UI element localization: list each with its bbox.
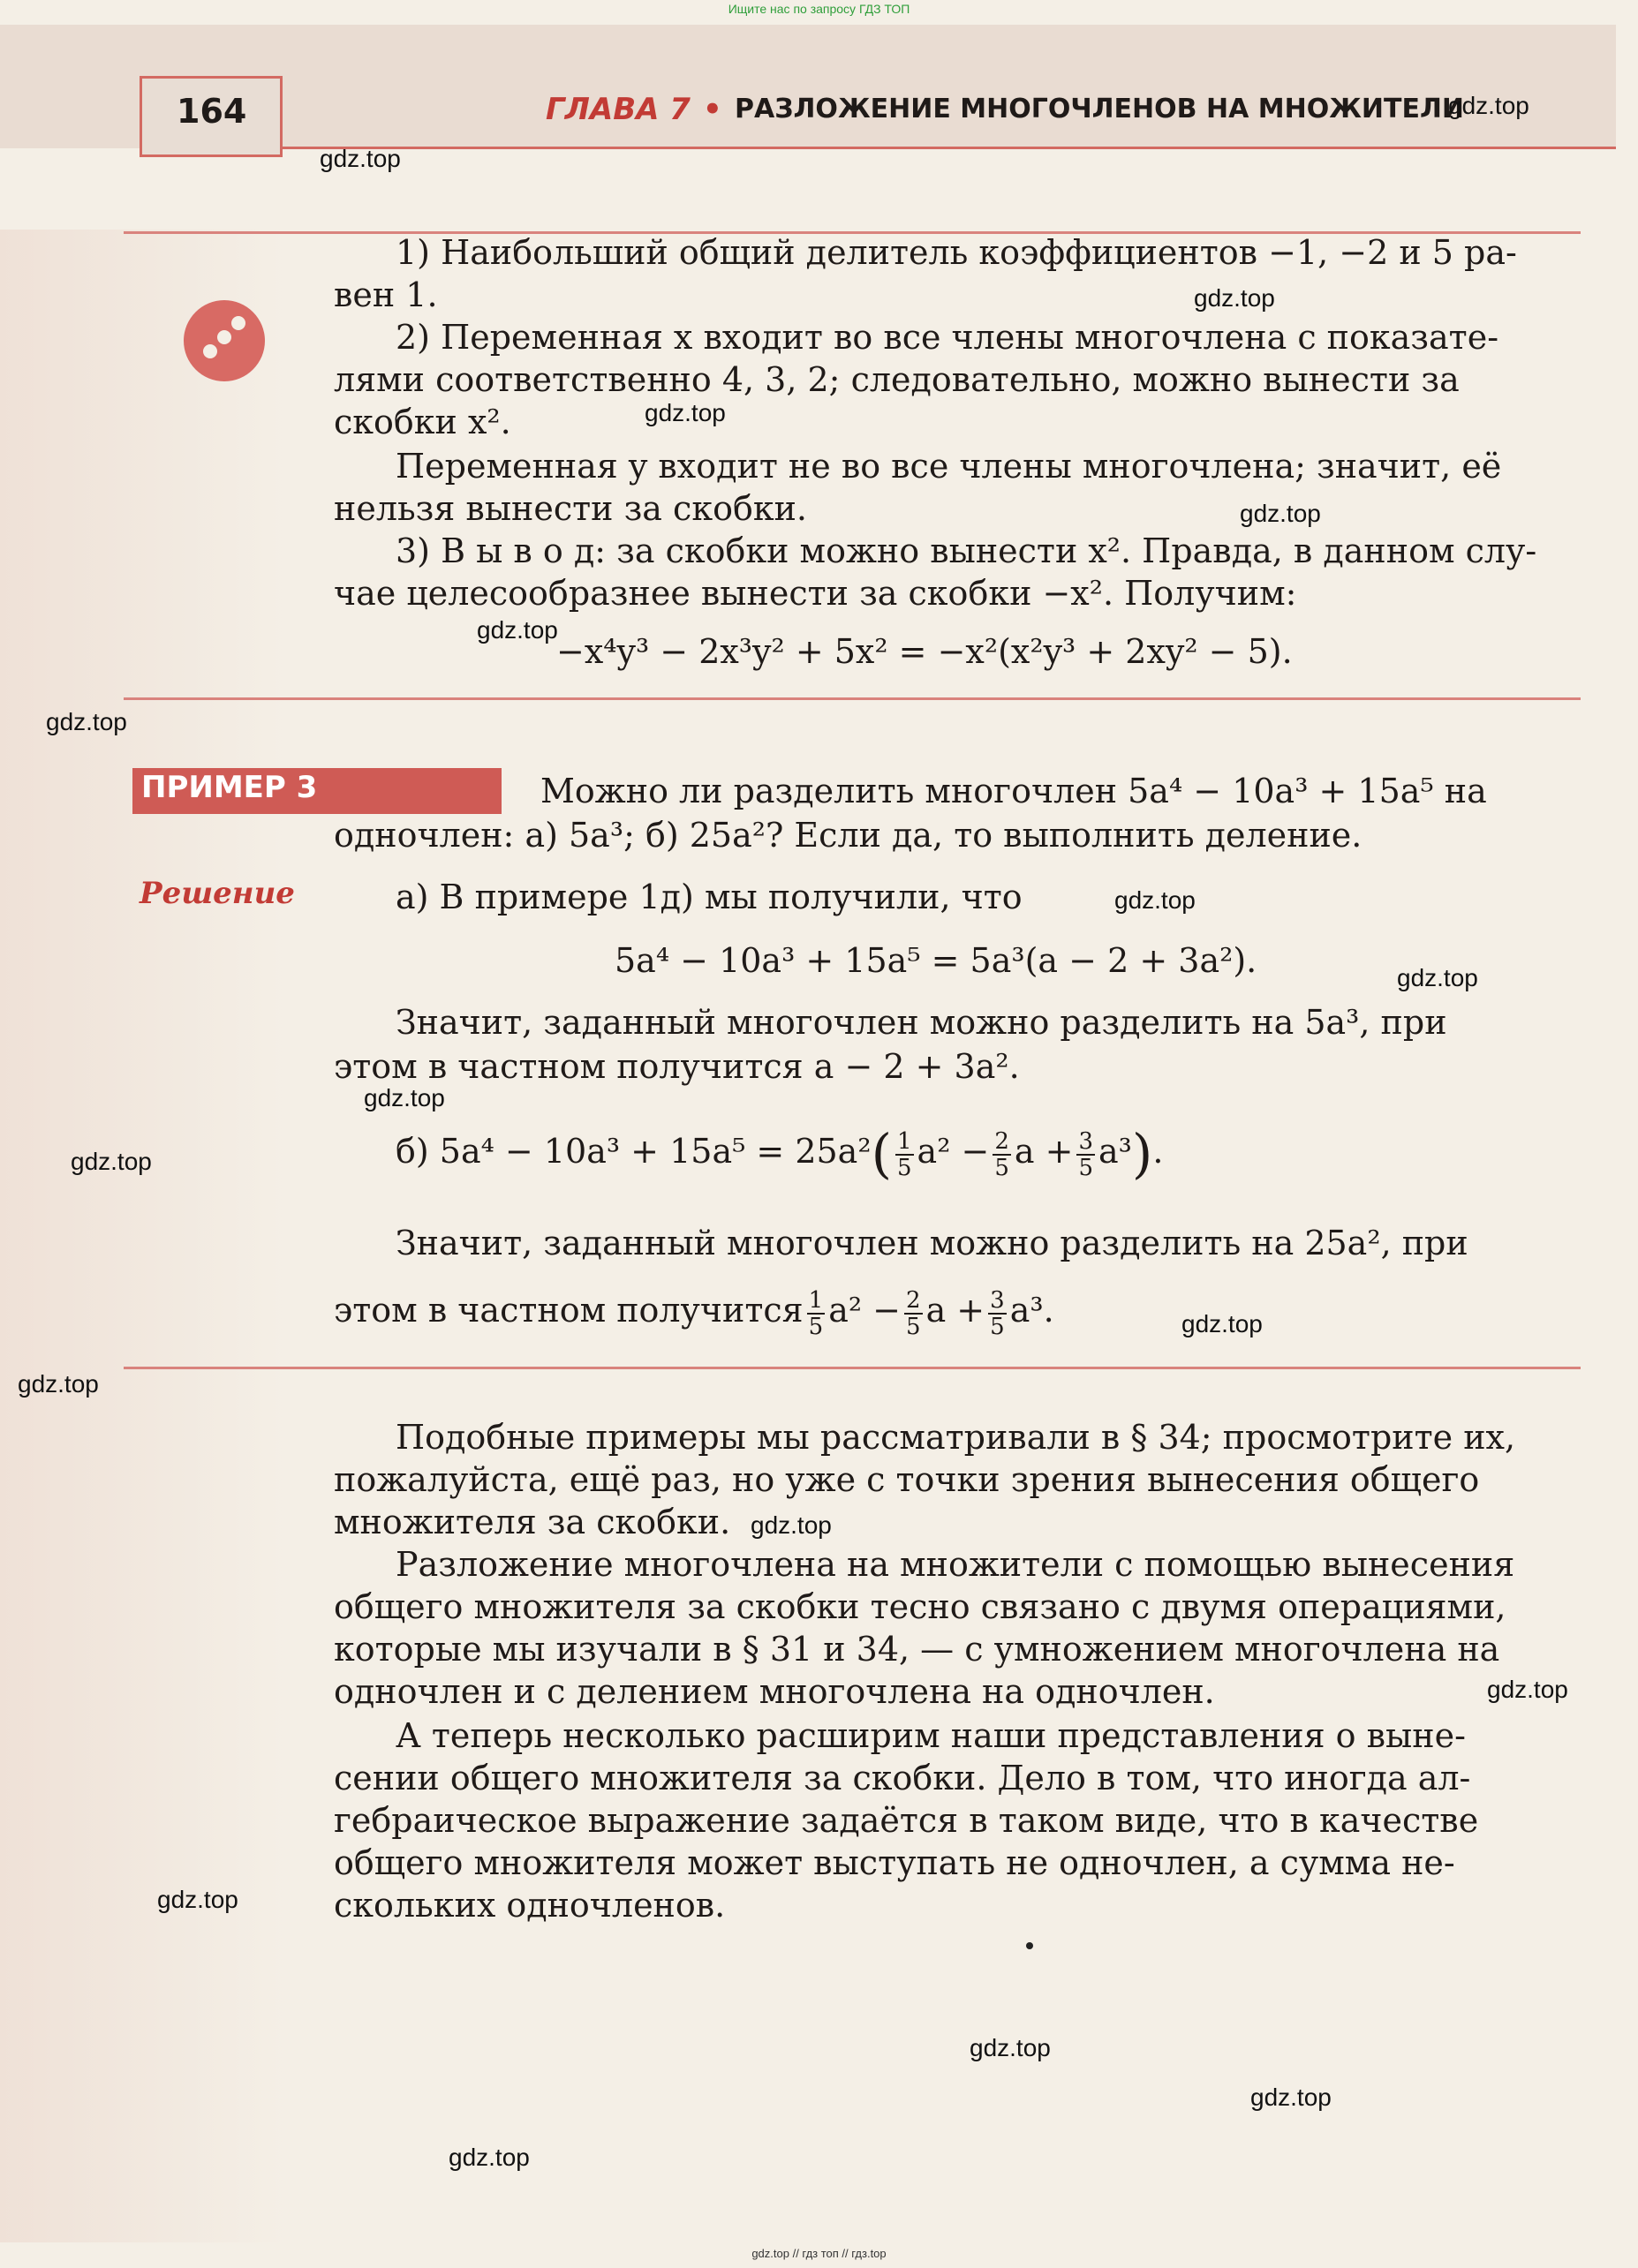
body-line-8: А теперь несколько расширим наши представления о выне-	[396, 1716, 1466, 1755]
box1-line-4: лями соответственно 4, 3, 2; следовательно, можно вынести за	[334, 360, 1460, 399]
watermark: gdz.top	[1487, 1676, 1568, 1703]
body-line-10: гебраическое выражение задаётся в таком виде, что в качестве	[334, 1801, 1479, 1840]
example-problem-1: Можно ли разделить многочлен 5a⁴ − 10a³ + 15a⁵ на	[540, 772, 1487, 810]
box1-line-2: вен 1.	[334, 275, 438, 314]
box1-line-1: 1) Наибольший общий делитель коэффициентов −1, −2 и 5 ра-	[396, 233, 1517, 272]
margin-strip	[0, 230, 287, 2242]
box1-formula: −x⁴y³ − 2x³y² + 5x² = −x²(x²y³ + 2xy² − 5).	[556, 632, 1293, 671]
body-line-2: пожалуйста, ещё раз, но уже с точки зрения вынесения общего	[334, 1460, 1480, 1499]
watermark: gdz.top	[1397, 964, 1478, 991]
watermark: gdz.top	[449, 2144, 530, 2171]
fraction-1-5: $\frac{1}{5}$	[897, 1127, 912, 1181]
solution-a-conclusion-2: этом в частном получится a − 2 + 3a².	[334, 1047, 1020, 1086]
left-paren: (	[871, 1123, 892, 1186]
watermark: gdz.top	[71, 1148, 152, 1175]
solution-a-intro: а) В примере 1д) мы получили, что	[396, 878, 1023, 916]
watermark: gdz.top	[1194, 284, 1275, 312]
b-conc2-prefix: этом в частном получится	[334, 1291, 804, 1330]
b-term-1: a² −	[917, 1132, 990, 1171]
example-problem-2: одночлен: а) 5a³; б) 25a²? Если да, то выполнить деление.	[334, 816, 1362, 855]
solution-a-formula: 5a⁴ − 10a³ + 15a⁵ = 5a³(a − 2 + 3a²).	[615, 941, 1257, 980]
solution-label: Решение	[140, 876, 295, 911]
watermark: gdz.top	[320, 145, 401, 172]
watermark: gdz.top	[1114, 886, 1196, 914]
watermark: gdz.top	[157, 1886, 238, 1913]
solution-b-conclusion-1: Значит, заданный многочлен можно разделить на 25a², при	[396, 1224, 1468, 1262]
b-term-3: a³	[1098, 1132, 1132, 1171]
solution-a-conclusion-1: Значит, заданный многочлен можно разделить на 5a³, при	[396, 1003, 1447, 1042]
q-term-1: a² −	[828, 1291, 902, 1330]
q-term-3: a³.	[1009, 1291, 1054, 1330]
fraction-2-5: $\frac{2}{5}$	[994, 1127, 1009, 1181]
body-line-9: сении общего множителя за скобки. Дело в том, что иногда ал-	[334, 1759, 1471, 1797]
watermark: gdz.top	[364, 1084, 445, 1111]
box1-line-6: Переменная y входит не во все члены многочлена; значит, её	[396, 447, 1502, 486]
b-prefix: б) 5a⁴ − 10a³ + 15a⁵ = 25a²	[396, 1132, 872, 1171]
box1-line-3: 2) Переменная x входит во все члены многочлена с показате-	[396, 318, 1499, 357]
box1-line-7: нельзя вынести за скобки.	[334, 489, 807, 528]
chapter-bullet: •	[703, 92, 722, 127]
watermark: gdz.top	[18, 1370, 99, 1398]
page-number: 164	[177, 92, 247, 131]
body-line-6: которые мы изучали в § 31 и 34, — с умножением многочлена на	[334, 1630, 1500, 1669]
thinking-icon	[184, 300, 265, 381]
fraction-3-5: $\frac{3}{5}$	[1078, 1127, 1094, 1181]
chapter-label: ГЛАВА 7	[546, 92, 691, 127]
watermark: gdz.top	[1240, 500, 1321, 527]
top-note: Ищите нас по запросу ГДЗ ТОП	[728, 2, 910, 16]
quotient-fraction-2-5: $\frac{2}{5}$	[906, 1286, 921, 1340]
box1-bottom-rule	[124, 697, 1581, 700]
body-line-12: скольких одночленов.	[334, 1886, 726, 1925]
watermark: gdz.top	[1448, 92, 1529, 119]
bottom-note: gdz.top // гдз топ // гдз.top	[751, 2247, 887, 2260]
body-line-7: одночлен и с делением многочлена на одночлен.	[334, 1672, 1215, 1711]
watermark: gdz.top	[751, 1511, 832, 1539]
chapter-title: РАЗЛОЖЕНИЕ МНОГОЧЛЕНОВ НА МНОЖИТЕЛИ	[735, 94, 1465, 124]
body-line-3: множителя за скобки.	[334, 1503, 731, 1541]
watermark: gdz.top	[1250, 2083, 1332, 2111]
example-label: ПРИМЕР 3	[141, 770, 318, 805]
body-line-1: Подобные примеры мы рассматривали в § 34; просмотрите их,	[396, 1418, 1516, 1457]
b-suffix: .	[1152, 1132, 1164, 1171]
watermark: gdz.top	[1181, 1310, 1263, 1337]
q-term-2: a +	[925, 1291, 985, 1330]
b-term-2: a +	[1014, 1132, 1074, 1171]
quotient-fraction-1-5: $\frac{1}{5}$	[808, 1286, 824, 1340]
box1-line-9: чае целесообразнее вынести за скобки −x². Получим:	[334, 574, 1297, 613]
body-line-4: Разложение многочлена на множители с помощью вынесения	[396, 1545, 1515, 1584]
example-bottom-rule	[124, 1367, 1581, 1369]
header-rule	[283, 147, 1616, 149]
box1-line-5: скобки x².	[334, 403, 511, 441]
body-line-5: общего множителя за скобки тесно связано с двумя операциями,	[334, 1587, 1506, 1626]
right-paren: )	[1131, 1123, 1153, 1186]
bleed-dot	[1026, 1942, 1033, 1949]
solution-b-conclusion-2	[334, 1275, 1054, 1345]
watermark: gdz.top	[46, 708, 127, 735]
watermark: gdz.top	[970, 2034, 1051, 2061]
body-line-11: общего множителя может выступать не одночлен, а сумма не-	[334, 1843, 1455, 1882]
solution-b-formula	[396, 1107, 1163, 1195]
box1-line-8: 3) В ы в о д: за скобки можно вынести x². Правда, в данном слу-	[396, 531, 1537, 570]
quotient-fraction-3-5: $\frac{3}{5}$	[990, 1286, 1005, 1340]
watermark: gdz.top	[477, 616, 558, 644]
watermark: gdz.top	[645, 399, 726, 426]
